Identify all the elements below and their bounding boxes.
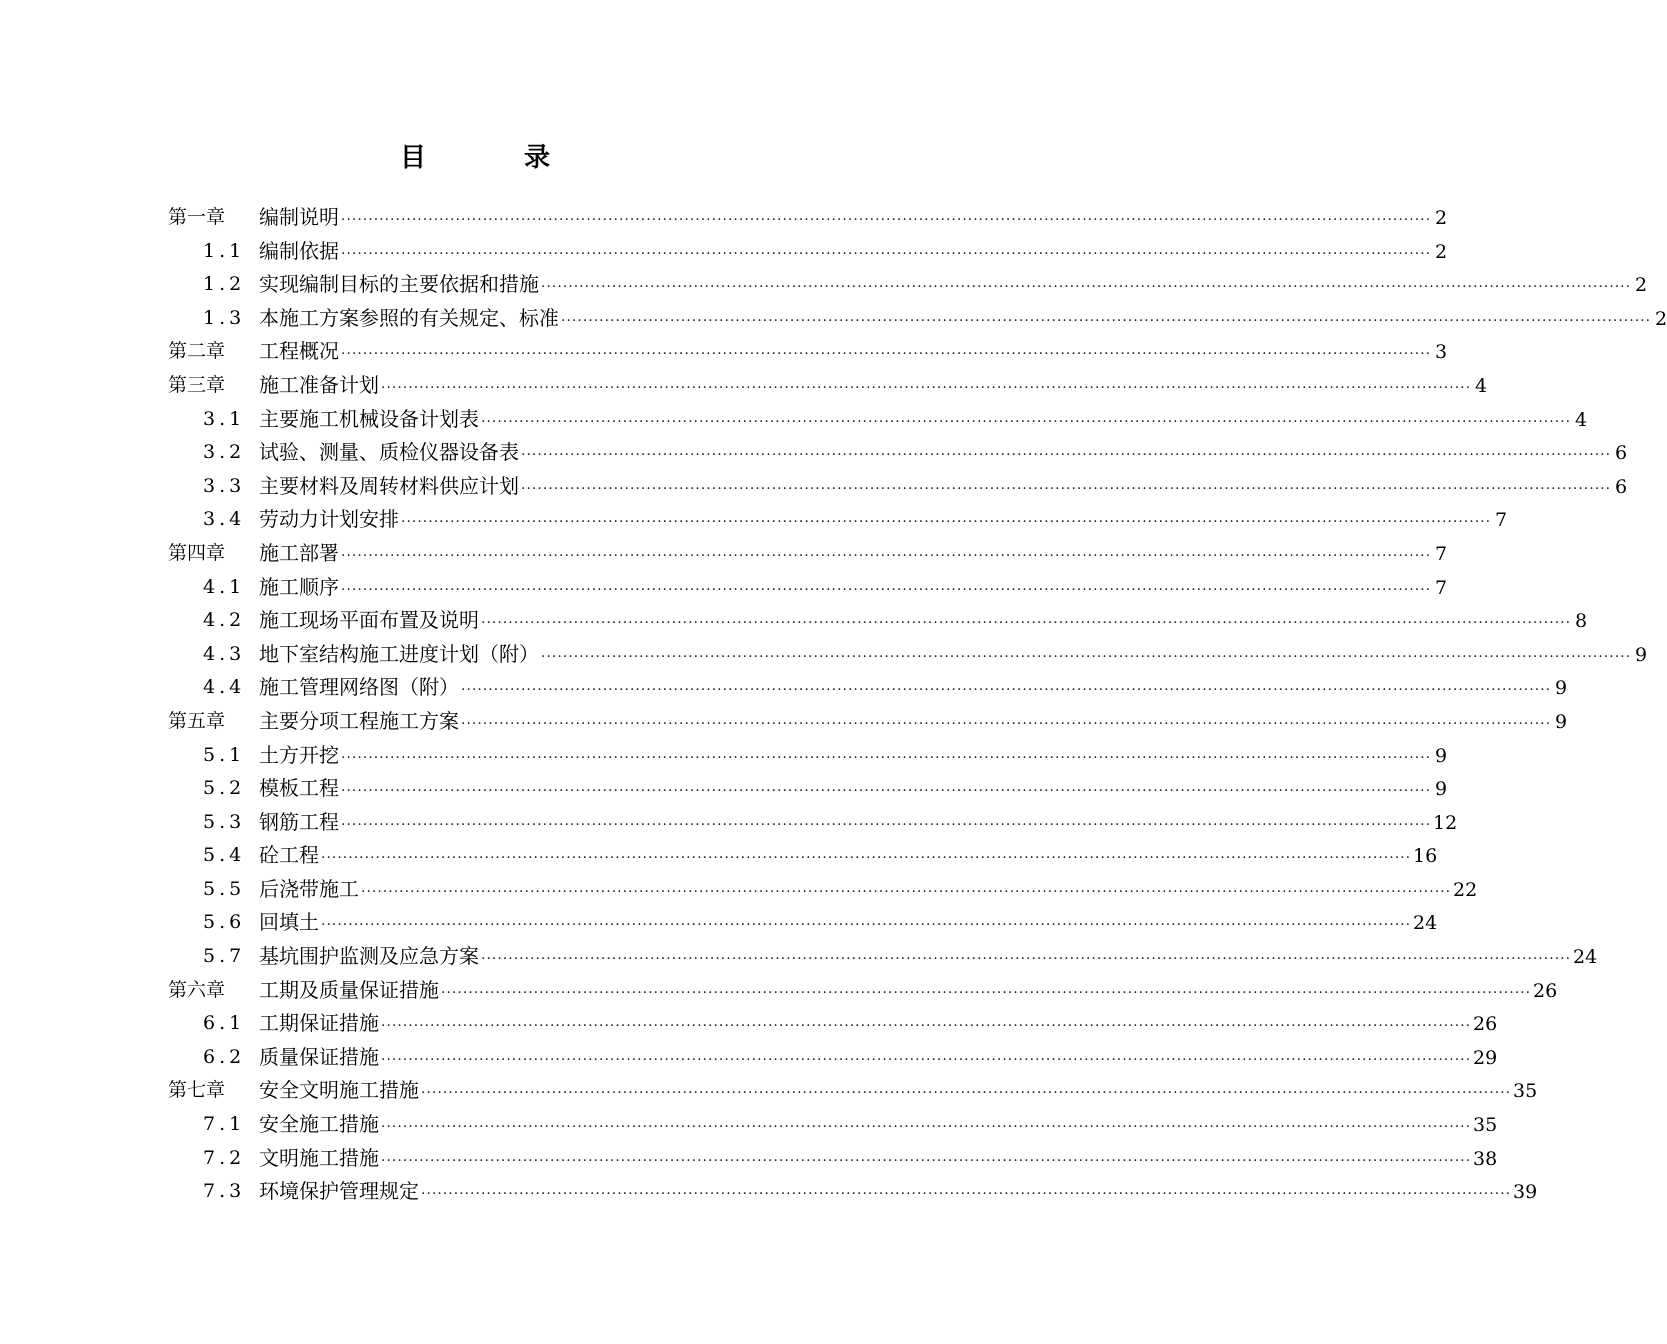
title-char-2: 录 xyxy=(524,143,551,173)
toc-entry-page-number: 9 xyxy=(1434,778,1448,801)
toc-entry-page-number: 35 xyxy=(1513,1080,1538,1103)
toc-entry-label: 施工管理网络图（附） xyxy=(259,675,459,700)
toc-entry-number: 4.2 xyxy=(203,609,246,632)
toc-entry[interactable] xyxy=(168,268,1648,302)
toc-entry-page-number: 12 xyxy=(1433,811,1458,834)
dot-leader: ········································································································································································································ xyxy=(381,1152,1472,1169)
toc-entry[interactable] xyxy=(168,906,1438,940)
toc-entry-page-number: 35 xyxy=(1473,1114,1498,1137)
toc-entry[interactable] xyxy=(168,671,1568,705)
dot-leader: ········································································································································································································ xyxy=(401,514,1492,531)
toc-entry-number: 第五章 xyxy=(168,709,226,732)
toc-entry-label: 主要材料及周转材料供应计划 xyxy=(259,473,519,498)
dot-leader: ········································································································································································································ xyxy=(481,615,1572,632)
toc-entry-number: 第六章 xyxy=(168,978,226,1001)
toc-entry-label: 质量保证措施 xyxy=(259,1044,379,1069)
dot-leader: ········································································································································································································ xyxy=(341,749,1432,766)
toc-entry-number: 5.2 xyxy=(203,777,246,800)
toc-entry-number: 3.3 xyxy=(203,474,246,497)
toc-entry-number: 1.2 xyxy=(203,273,246,296)
toc-entry[interactable] xyxy=(168,235,1448,269)
toc-entry[interactable] xyxy=(168,1175,1538,1209)
toc-entry-page-number: 4 xyxy=(1474,374,1488,397)
toc-entry-number: 1.1 xyxy=(203,239,246,262)
toc-entry[interactable] xyxy=(168,470,1628,504)
toc-entry-label: 试验、测量、质检仪器设备表 xyxy=(259,440,519,465)
toc-entry-page-number: 24 xyxy=(1573,946,1598,969)
toc-entry-label: 施工部署 xyxy=(259,540,339,565)
toc-entry-number: 7.1 xyxy=(203,1113,246,1136)
toc-entry[interactable] xyxy=(168,638,1648,672)
toc-entry[interactable] xyxy=(168,772,1448,806)
dot-leader: ········································································································································································································ xyxy=(341,346,1432,363)
dot-leader: ········································································································································································································ xyxy=(481,413,1572,430)
toc-entry[interactable] xyxy=(168,1074,1538,1108)
toc-entry-label: 文明施工措施 xyxy=(259,1145,379,1170)
toc-entry[interactable] xyxy=(168,1142,1498,1176)
toc-entry-label: 工程概况 xyxy=(259,339,339,364)
toc-entry-label: 工期及质量保证措施 xyxy=(259,977,439,1002)
dot-leader: ········································································································································································································ xyxy=(381,1018,1472,1035)
dot-leader: ········································································································································································································ xyxy=(341,581,1432,598)
dot-leader: ········································································································································································································ xyxy=(381,1119,1472,1136)
toc-entry-page-number: 26 xyxy=(1473,1013,1498,1036)
toc-entry[interactable] xyxy=(168,1108,1498,1142)
toc-entry[interactable] xyxy=(168,604,1588,638)
toc-entry-page-number: 7 xyxy=(1434,542,1448,565)
toc-entry[interactable] xyxy=(168,940,1598,974)
toc-entry-number: 5.3 xyxy=(203,810,246,833)
toc-entry-number: 6.2 xyxy=(203,1045,246,1068)
toc-entry-label: 回填土 xyxy=(259,910,319,935)
toc-entry-number: 7.2 xyxy=(203,1146,246,1169)
toc-entry[interactable] xyxy=(168,974,1558,1008)
toc-entry-number: 1.3 xyxy=(203,306,246,329)
dot-leader: ········································································································································································································ xyxy=(461,682,1552,699)
toc-entry[interactable] xyxy=(168,369,1488,403)
toc-entry-label: 地下室结构施工进度计划（附） xyxy=(259,641,539,666)
toc-entry-page-number: 6 xyxy=(1614,442,1628,465)
dot-leader: ········································································································································································································ xyxy=(441,984,1532,1001)
dot-leader: ········································································································································································································ xyxy=(321,850,1412,867)
toc-entry-label: 劳动力计划安排 xyxy=(259,507,399,532)
dot-leader: ········································································································································································································ xyxy=(341,816,1432,833)
toc-entry-number: 6.1 xyxy=(203,1012,246,1035)
toc-entry[interactable] xyxy=(168,503,1508,537)
toc-entry-page-number: 8 xyxy=(1574,610,1588,633)
dot-leader: ········································································································································································································ xyxy=(341,245,1432,262)
toc-entry[interactable] xyxy=(168,839,1438,873)
toc-entry-page-number: 38 xyxy=(1473,1147,1498,1170)
toc-entry[interactable] xyxy=(168,201,1448,235)
dot-leader: ········································································································································································································ xyxy=(341,547,1432,564)
toc-entry-page-number: 9 xyxy=(1434,744,1448,767)
dot-leader: ········································································································································································································ xyxy=(361,883,1452,900)
toc-entry[interactable] xyxy=(168,739,1448,773)
toc-entry-label: 编制说明 xyxy=(259,205,339,229)
toc-entry-page-number: 7 xyxy=(1494,509,1508,532)
toc-entry-page-number: 9 xyxy=(1634,643,1648,666)
toc-entry-page-number: 26 xyxy=(1533,979,1558,1002)
toc-entry-label: 施工顺序 xyxy=(259,574,339,599)
toc-entry-number: 3.2 xyxy=(203,441,246,464)
toc-entry-number: 4.1 xyxy=(203,575,246,598)
toc-entry-label: 本施工方案参照的有关规定、标准 xyxy=(259,305,559,330)
toc-entry-page-number: 4 xyxy=(1574,408,1588,431)
table-of-contents xyxy=(168,201,1667,1209)
toc-entry-label: 模板工程 xyxy=(259,776,339,801)
toc-entry[interactable] xyxy=(168,1041,1498,1075)
toc-entry-number: 第二章 xyxy=(168,340,226,363)
toc-entry-page-number: 9 xyxy=(1554,710,1568,733)
dot-leader: ········································································································································································································ xyxy=(421,1186,1512,1203)
toc-entry-number: 5.4 xyxy=(203,844,246,867)
toc-entry-number: 4.4 xyxy=(203,676,246,699)
toc-entry-label: 环境保护管理规定 xyxy=(259,1179,419,1204)
page-title xyxy=(0,137,950,174)
dot-leader: ········································································································································································································ xyxy=(341,783,1432,800)
toc-entry-label: 砼工程 xyxy=(259,843,319,868)
dot-leader: ········································································································································································································ xyxy=(561,312,1652,329)
toc-entry-number: 5.5 xyxy=(203,877,246,900)
toc-entry-page-number: 24 xyxy=(1413,912,1438,935)
dot-leader: ········································································································································································································ xyxy=(421,1085,1512,1102)
toc-entry-label: 土方开挖 xyxy=(259,742,339,767)
dot-leader: ········································································································································································································ xyxy=(541,648,1632,665)
toc-entry-label: 施工准备计划 xyxy=(259,372,379,397)
toc-entry-page-number: 9 xyxy=(1554,677,1568,700)
toc-entry-label: 安全施工措施 xyxy=(259,1112,379,1137)
title-char-1: 目 xyxy=(399,143,426,173)
toc-entry-page-number: 29 xyxy=(1473,1046,1498,1069)
toc-entry-label: 施工现场平面布置及说明 xyxy=(259,608,479,633)
toc-entry-number: 第三章 xyxy=(168,373,226,396)
toc-entry[interactable] xyxy=(168,302,1667,336)
toc-entry-number: 第四章 xyxy=(168,541,226,564)
toc-entry-number: 3.1 xyxy=(203,407,246,430)
dot-leader: ········································································································································································································ xyxy=(481,951,1572,968)
toc-entry-label: 主要施工机械设备计划表 xyxy=(259,406,479,431)
toc-entry[interactable] xyxy=(168,806,1458,840)
toc-entry-page-number: 22 xyxy=(1453,878,1478,901)
toc-entry-page-number: 2 xyxy=(1634,274,1648,297)
toc-entry-label: 编制依据 xyxy=(259,238,339,263)
dot-leader: ········································································································································································································ xyxy=(461,715,1552,732)
toc-entry[interactable] xyxy=(168,571,1448,605)
toc-entry-page-number: 16 xyxy=(1413,845,1438,868)
toc-entry-number: 3.4 xyxy=(203,508,246,531)
toc-entry-number: 5.7 xyxy=(203,945,246,968)
dot-leader: ········································································································································································································ xyxy=(541,279,1632,296)
toc-entry-page-number: 6 xyxy=(1614,475,1628,498)
toc-entry-label: 工期保证措施 xyxy=(259,1011,379,1036)
toc-entry-number: 第一章 xyxy=(168,206,226,228)
toc-entry-number: 第七章 xyxy=(168,1079,226,1102)
toc-entry-page-number: 39 xyxy=(1513,1181,1538,1204)
toc-entry-number: 5.1 xyxy=(203,743,246,766)
toc-entry-number: 5.6 xyxy=(203,911,246,934)
dot-leader: ········································································································································································································ xyxy=(521,447,1612,464)
toc-entry[interactable] xyxy=(168,403,1588,437)
toc-entry-page-number: 3 xyxy=(1434,341,1448,364)
toc-entry-label: 后浇带施工 xyxy=(259,876,359,901)
toc-entry-label: 主要分项工程施工方案 xyxy=(259,708,459,733)
toc-entry-label: 安全文明施工措施 xyxy=(259,1078,419,1103)
toc-entry[interactable] xyxy=(168,537,1448,571)
dot-leader: ········································································································································································································ xyxy=(341,212,1432,228)
toc-entry-page-number: 2 xyxy=(1434,240,1448,263)
dot-leader: ········································································································································································································ xyxy=(521,480,1612,497)
toc-entry-page-number: 2 xyxy=(1654,307,1667,330)
toc-entry-page-number: 7 xyxy=(1434,576,1448,599)
toc-entry[interactable] xyxy=(168,873,1478,907)
toc-entry[interactable] xyxy=(168,1007,1498,1041)
toc-entry[interactable] xyxy=(168,335,1448,369)
toc-entry-label: 基坑围护监测及应急方案 xyxy=(259,944,479,969)
toc-entry-number: 7.3 xyxy=(203,1180,246,1203)
dot-leader: ········································································································································································································ xyxy=(381,1051,1472,1068)
toc-entry-number: 4.3 xyxy=(203,642,246,665)
toc-entry[interactable] xyxy=(168,705,1568,739)
dot-leader: ········································································································································································································ xyxy=(321,917,1412,934)
toc-entry-label: 钢筋工程 xyxy=(259,809,339,834)
dot-leader: ········································································································································································································ xyxy=(381,379,1472,396)
toc-entry-label: 实现编制目标的主要依据和措施 xyxy=(259,272,539,297)
toc-entry-page-number: 2 xyxy=(1434,207,1448,229)
toc-entry[interactable] xyxy=(168,436,1628,470)
